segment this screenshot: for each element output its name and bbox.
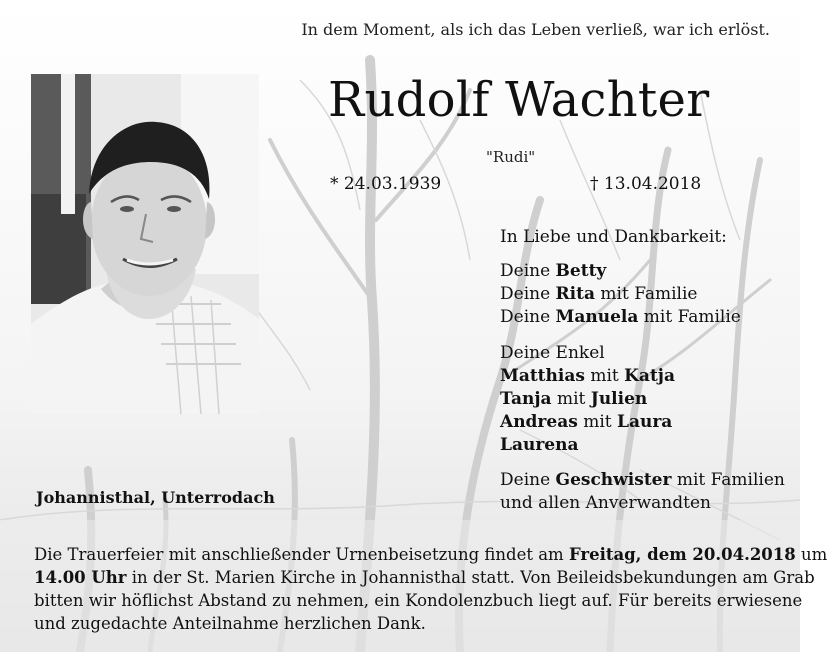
deceased-name: Rudolf Wachter (328, 72, 710, 128)
gratitude-line: In Liebe und Dankbarkeit: (500, 227, 727, 247)
notice-line: und zugedachte Anteilnahme herzlichen Dank. (34, 614, 426, 633)
notice-line: 14.00 Uhr in der St. Marien Kirche in Johannisthal statt. Von Beileidsbekundungen am Grab (34, 568, 815, 587)
grandchild-item: Andreas mit Laura (500, 412, 673, 432)
family-item: Deine Manuela mit Familie (500, 307, 741, 327)
birth-date: * 24.03.1939 (330, 174, 442, 194)
relatives-line: und allen Anverwandten (500, 493, 711, 513)
grandchildren-list (500, 342, 675, 457)
siblings-block (500, 469, 785, 515)
grandchild-item: Laurena (500, 435, 579, 455)
quote-text: In dem Moment, als ich das Leben verließ, war ich erlöst. (301, 20, 770, 39)
portrait-photo (31, 74, 259, 414)
grandchild-item: Matthias mit Katja (500, 366, 675, 386)
grandchildren-label: Deine Enkel (500, 343, 605, 363)
family-item: Deine Betty (500, 261, 607, 281)
notice-line: bitten wir höflichst Abstand zu nehmen, ein Kondolenzbuch liegt auf. Für bereits erwiesene (34, 591, 803, 610)
grandchild-item: Tanja mit Julien (500, 389, 648, 409)
death-date: † 13.04.2018 (590, 174, 702, 194)
nickname: "Rudi" (486, 148, 536, 166)
family-item: Deine Rita mit Familie (500, 284, 698, 304)
funeral-notice (34, 543, 827, 635)
location-text: Johannisthal, Unterrodach (36, 488, 275, 507)
family-list (500, 260, 741, 329)
siblings-line: Deine Geschwister mit Familien (500, 470, 785, 490)
notice-line: Die Trauerfeier mit anschließender Urnenbeisetzung findet am Freitag, dem 20.04.2018 um (34, 545, 827, 564)
